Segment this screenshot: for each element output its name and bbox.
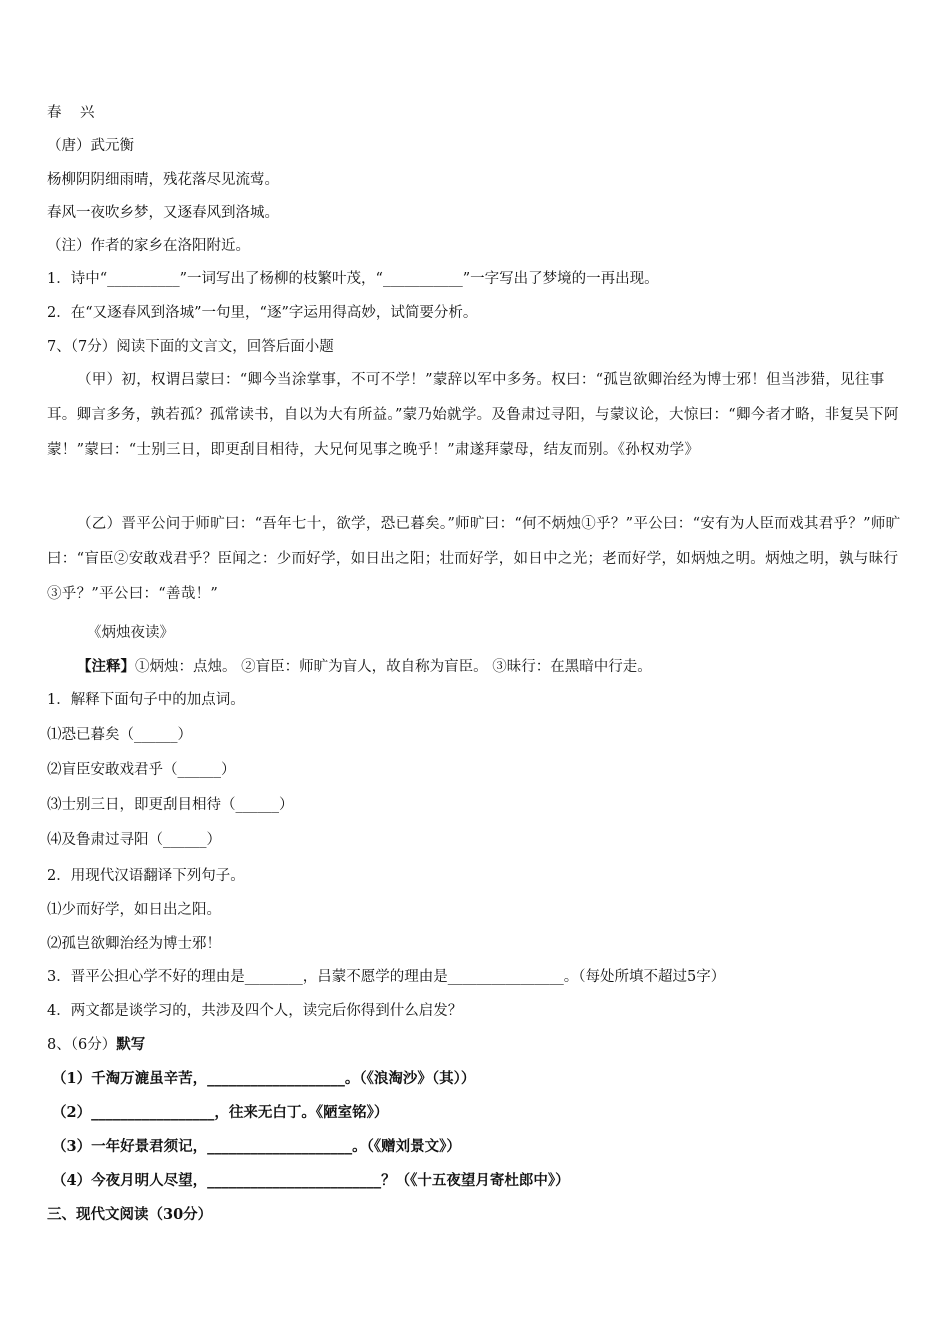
section-8-header-prefix: 8、（6分） (47, 1037, 117, 1053)
poem-title: 春 兴 (47, 105, 97, 121)
section-7-question-3: 3．晋平公担心学不好的理由是________，吕蒙不愿学的理由是________________。（每处所填不超过5字） (47, 969, 726, 985)
poem-line-1: 杨柳阴阴细雨晴，残花落尽见流莺。 (47, 172, 279, 188)
section-3-header: 三、现代文阅读（30分） (47, 1206, 213, 1223)
passage-b: （乙）晋平公问于师旷曰：“吾年七十，欲学，恐已暮矣。”师旷曰：“何不炳烛①乎？”平公曰：“安有为人臣而戏其君乎？”师旷曰：“盲臣②安敢戏君乎？臣闻之：少而好学，如日出之阳；壮而好学，如日中之光；老而好学，如炳烛之明。炳烛之明，孰与昧行③乎？”平公曰：“善哉！” (47, 516, 901, 602)
dictation-item-2: （2）_________________，往来无白丁。《陋室铭》） (52, 1104, 389, 1121)
q1-item-2: ⑵盲臣安敢戏君乎（______） (47, 762, 236, 778)
notes-text: ①炳烛：点烛。 ②盲臣：师旷为盲人，故自称为盲臣。 ③昧行：在黑暗中行走。 (135, 659, 652, 675)
poem-line-2: 春风一夜吹乡梦，又逐春风到洛城。 (47, 205, 279, 221)
passage-a: （甲）初，权谓吕蒙曰：“卿今当涂掌事，不可不学！”蒙辞以军中多务。权曰：“孤岂欲卿治经为博士邪！但当涉猎，见往事耳。卿言多务，孰若孤？孤常读书，自以为大有所益。”蒙乃始就学。及鲁肃过寻阳，与蒙议论，大惊曰：“卿今者才略，非复吴下阿蒙！”蒙曰：“士别三日，即更刮目相待，大兄何见事之晚乎！”肃遂拜蒙母，结友而别。《孙权劝学》 (47, 372, 899, 458)
q1-item-1: ⑴恐已暮矣（______） (47, 727, 192, 743)
dictation-item-1: （1）千淘万漉虽辛苦，___________________。（《浪淘沙》（其）） (52, 1070, 476, 1087)
passage-b-source: 《炳烛夜读》 (87, 625, 174, 641)
q1-item-4: ⑷及鲁肃过寻阳（______） (47, 832, 221, 848)
section-7-question-2: 2．用现代汉语翻译下列句子。 (47, 868, 245, 884)
section-8-header-title: 默写 (116, 1036, 146, 1053)
dictation-item-4: （4）今夜月明人尽望，________________________？（《十五夜望月寄杜郎中》） (52, 1172, 570, 1189)
section-7-header: 7、（7分）阅读下面的文言文，回答后面小题 (47, 339, 334, 355)
section-7-question-1: 1．解释下面句子中的加点词。 (47, 692, 245, 708)
poem-question-1: 1．诗中“__________”一词写出了杨柳的枝繁叶茂，“___________”一字写出了梦境的一再出现。 (47, 271, 659, 287)
notes-label: 【注释】 (77, 658, 135, 675)
annotation-notes (77, 657, 910, 677)
poem-author: （唐）武元衡 (47, 138, 134, 154)
q1-item-3: ⑶士别三日，即更刮目相待（______） (47, 797, 294, 813)
poem-question-2: 2．在“又逐春风到洛城”一句里，“逐”字运用得高妙，试简要分析。 (47, 305, 478, 321)
q2-item-2: ⑵孤岂欲卿治经为博士邪！ (47, 936, 221, 952)
section-7-question-4: 4．两文都是谈学习的，共涉及四个人，读完后你得到什么启发？ (47, 1003, 463, 1019)
section-8-header (47, 1035, 910, 1055)
dictation-item-3: （3）一年好景君须记，____________________。（《赠刘景文》） (52, 1138, 461, 1155)
q2-item-1: ⑴少而好学，如日出之阳。 (47, 902, 221, 918)
poem-note: （注）作者的家乡在洛阳附近。 (47, 238, 250, 254)
